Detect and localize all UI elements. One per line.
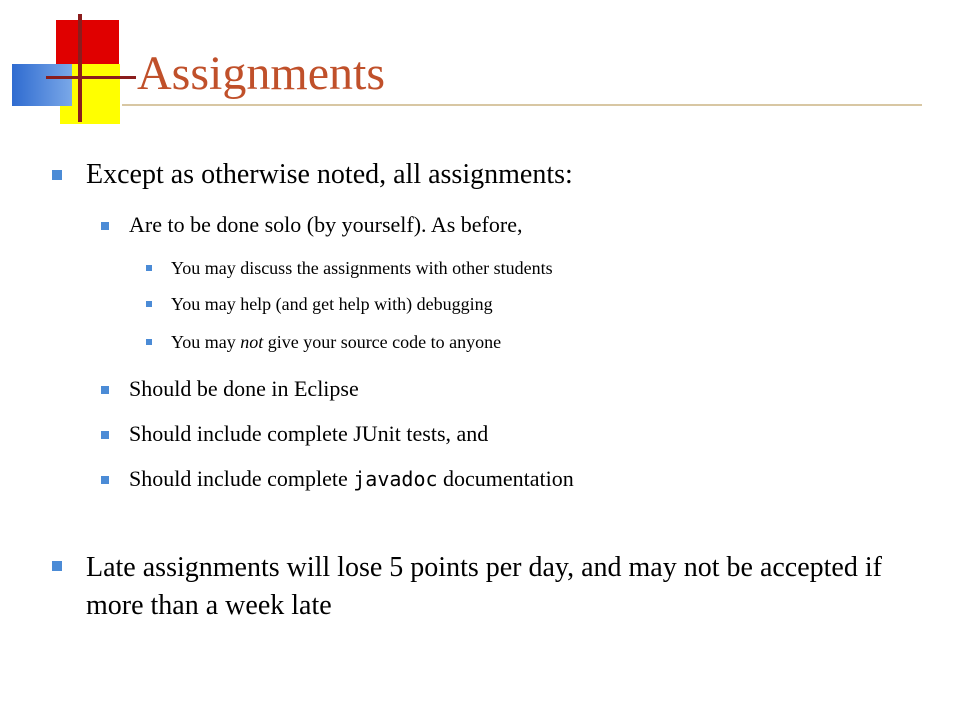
bullet-text: Late assignments will lose 5 points per day, and may not be accepted if more than a week late bbox=[86, 552, 882, 621]
sub-bullet-text bbox=[129, 466, 574, 492]
sub-bullet-text: Are to be done solo (by yourself). As before, bbox=[129, 212, 523, 237]
bullet-text: Except as otherwise noted, all assignments: bbox=[86, 159, 573, 190]
bullet-square-icon bbox=[146, 265, 152, 271]
bullet-square-icon bbox=[101, 222, 109, 230]
text-segment: Should include complete bbox=[129, 466, 354, 491]
code-text: javadoc bbox=[353, 467, 438, 491]
sub-sub-bullet-text: You may help (and get help with) debugging bbox=[171, 294, 493, 314]
text-segment: give your source code to anyone bbox=[263, 332, 502, 352]
sub-sub-bullet-text: You may discuss the assignments with other students bbox=[171, 258, 553, 278]
bullet-square-icon bbox=[146, 301, 152, 307]
text-segment: documentation bbox=[437, 466, 574, 491]
bullet-square-icon bbox=[101, 431, 109, 439]
logo-blue-square bbox=[12, 64, 72, 106]
logo-horizontal-line bbox=[46, 76, 136, 79]
sub-bullet-text: Should include complete JUnit tests, and bbox=[129, 421, 489, 446]
bullet-square-icon bbox=[101, 386, 109, 394]
bullet-square-icon bbox=[101, 476, 109, 484]
bullet-square-icon bbox=[146, 339, 152, 345]
title-underline bbox=[122, 104, 922, 106]
sub-sub-bullet-text bbox=[171, 331, 501, 353]
bullet-square-icon bbox=[52, 561, 62, 571]
emphasized-text: not bbox=[240, 332, 264, 352]
bullet-square-icon bbox=[52, 170, 62, 180]
logo-vertical-line bbox=[78, 14, 82, 122]
slide-title: Assignments bbox=[137, 47, 386, 100]
text-segment: You may bbox=[171, 332, 241, 352]
slide-logo-graphic bbox=[0, 0, 140, 140]
sub-bullet-text: Should be done in Eclipse bbox=[129, 376, 359, 401]
